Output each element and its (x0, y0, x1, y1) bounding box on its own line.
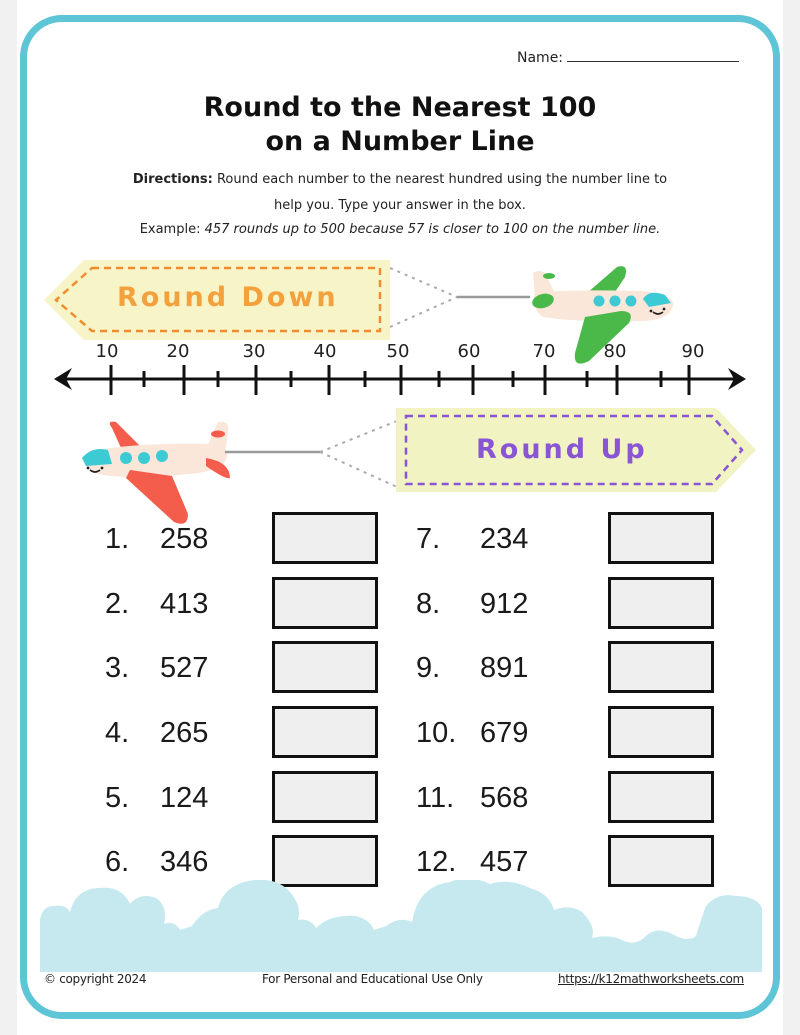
problem-number: 4. (105, 717, 130, 749)
problem-value: 912 (480, 588, 529, 620)
problem-value: 234 (480, 523, 529, 555)
name-label: Name: (517, 50, 564, 66)
problem-number: 8. (416, 588, 441, 620)
problem-value: 568 (480, 782, 529, 814)
copyright-text: © copyright 2024 (44, 972, 147, 986)
problem-value: 258 (160, 523, 209, 555)
tick-label-40: 40 (313, 341, 337, 362)
round-down-label: Round Down (117, 282, 339, 313)
problem-number: 11. (416, 782, 455, 814)
tick-label-10: 10 (95, 341, 119, 362)
tick-label-80: 80 (603, 341, 627, 362)
tick-label-70: 70 (532, 341, 556, 362)
name-blank-line[interactable] (567, 49, 739, 62)
round-up-label: Round Up (476, 434, 648, 465)
answer-box-9[interactable] (608, 641, 714, 693)
problem-number: 2. (105, 588, 130, 620)
directions-line-1 (0, 172, 800, 187)
website-link[interactable]: https://k12mathworksheets.com (558, 972, 744, 986)
answer-box-7[interactable] (608, 512, 714, 564)
problem-number: 10. (416, 717, 457, 749)
directions-text-1: Round each number to the nearest hundred using the number line to (212, 172, 668, 187)
problem-number: 7. (416, 523, 441, 555)
problem-number: 5. (105, 782, 130, 814)
problem-number: 6. (105, 846, 130, 878)
problem-value: 346 (160, 846, 209, 878)
answer-box-1[interactable] (272, 512, 378, 564)
usage-text: For Personal and Educational Use Only (262, 972, 483, 986)
example-text: 457 rounds up to 500 because 57 is closer to 100 on the number line. (204, 222, 661, 237)
problem-value: 413 (160, 588, 209, 620)
problem-number: 12. (416, 846, 457, 878)
example-label: Example: (139, 222, 205, 237)
problem-value: 124 (160, 782, 209, 814)
answer-box-8[interactable] (608, 577, 714, 629)
top-connector-lines (385, 265, 530, 330)
problem-number: 1. (105, 523, 130, 555)
tick-label-60: 60 (457, 341, 481, 362)
problem-value: 457 (480, 846, 529, 878)
problem-number: 9. (416, 652, 441, 684)
number-line (0, 355, 800, 405)
airplane-icon (78, 418, 238, 528)
tick-label-90: 90 (681, 341, 705, 362)
answer-box-5[interactable] (272, 771, 378, 823)
answer-box-10[interactable] (608, 706, 714, 758)
bottom-connector-lines (225, 415, 400, 495)
tick-label-50: 50 (386, 341, 410, 362)
answer-box-2[interactable] (272, 577, 378, 629)
problem-value: 679 (480, 717, 529, 749)
answer-box-3[interactable] (272, 641, 378, 693)
answer-box-4[interactable] (272, 706, 378, 758)
directions-line-2: help you. Type your answer in the box. (274, 198, 526, 213)
problem-number: 3. (105, 652, 130, 684)
cloud-decoration (40, 880, 762, 972)
page-title-line-2: on a Number Line (265, 126, 535, 157)
tick-label-30: 30 (242, 341, 266, 362)
tick-label-20: 20 (166, 341, 190, 362)
page-title-line-1: Round to the Nearest 100 (203, 92, 597, 123)
problem-value: 265 (160, 717, 209, 749)
directions-label: Directions: (132, 172, 213, 187)
example-line (0, 222, 800, 237)
problem-value: 527 (160, 652, 209, 684)
name-field[interactable] (517, 49, 739, 66)
problem-value: 891 (480, 652, 529, 684)
answer-box-11[interactable] (608, 771, 714, 823)
